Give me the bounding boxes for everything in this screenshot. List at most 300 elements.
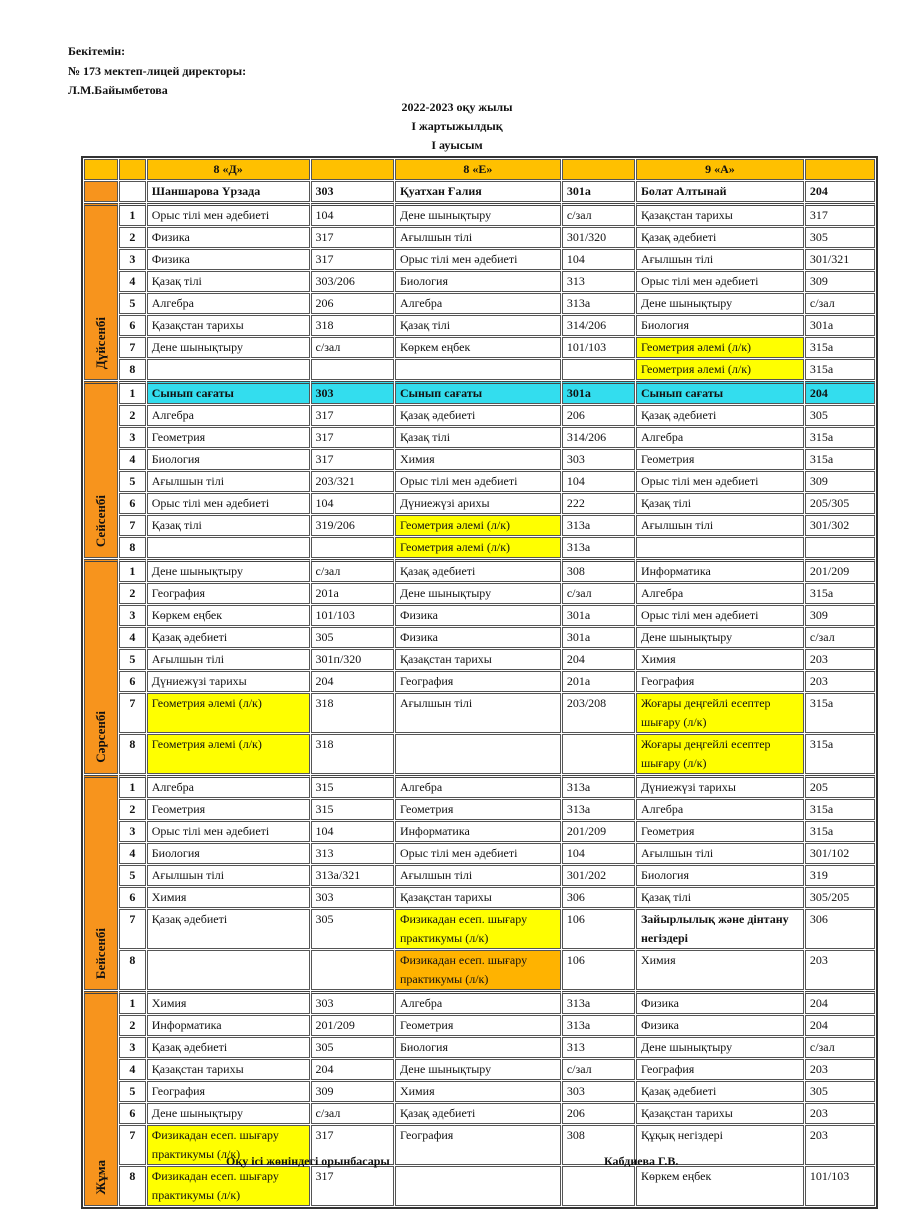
teacher-room: 301а: [562, 181, 635, 202]
subject-cell: Физика: [147, 249, 310, 270]
room-cell: 104: [311, 203, 394, 226]
lesson-row: [84, 671, 875, 692]
lesson-row: [84, 203, 875, 226]
lesson-number: 3: [119, 1037, 146, 1058]
subject-cell: [147, 950, 310, 990]
approval-line: № 173 мектеп-лицей директоры:: [68, 63, 247, 78]
room-cell: 203: [805, 1059, 875, 1080]
subject-cell: Геометрия әлемі (л/к): [147, 693, 310, 733]
subject-cell: География: [395, 671, 561, 692]
room-cell: 206: [562, 405, 635, 426]
day-cell: [84, 203, 118, 380]
lesson-number: 1: [119, 559, 146, 582]
teacher-row: [84, 181, 875, 202]
lesson-number: 2: [119, 1015, 146, 1036]
subject-cell: Орыс тілі мен әдебиеті: [636, 471, 804, 492]
subject-cell: Қазақстан тарихы: [147, 1059, 310, 1080]
subject-cell: Ағылшын тілі: [636, 249, 804, 270]
room-cell: 203: [805, 1103, 875, 1124]
subject-cell: Биология: [395, 271, 561, 292]
lesson-row: [84, 293, 875, 314]
room-cell: 303: [311, 887, 394, 908]
lesson-number: 2: [119, 405, 146, 426]
corner-cell: [119, 159, 146, 180]
lesson-row: [84, 359, 875, 380]
subject-cell: Дене шынықтыру: [636, 293, 804, 314]
corner-cell: [84, 181, 118, 202]
subject-cell: Химия: [395, 1081, 561, 1102]
lesson-number: 7: [119, 337, 146, 358]
subject-cell: География: [147, 1081, 310, 1102]
room-cell: 313а: [562, 799, 635, 820]
room-cell: 313а/321: [311, 865, 394, 886]
subject-cell: Қазақ тілі: [147, 515, 310, 536]
room-cell: 204: [311, 1059, 394, 1080]
room-cell: 314/206: [562, 427, 635, 448]
subject-cell: Физика: [147, 227, 310, 248]
subject-cell: Химия: [395, 449, 561, 470]
subject-cell: Биология: [636, 315, 804, 336]
deputy-name: Кабдиева Г.В.: [604, 1154, 679, 1168]
subject-cell: Биология: [395, 1037, 561, 1058]
approval-block: [68, 42, 246, 101]
lesson-number: 4: [119, 1059, 146, 1080]
lesson-number: 7: [119, 909, 146, 949]
room-cell: 313: [311, 843, 394, 864]
lesson-number: 4: [119, 271, 146, 292]
subject-cell: Геометрия әлемі (л/к): [395, 537, 561, 558]
room-cell: 104: [562, 843, 635, 864]
lesson-number: 5: [119, 293, 146, 314]
room-cell: 313а: [562, 537, 635, 558]
lesson-row: [84, 381, 875, 404]
room-cell: [311, 359, 394, 380]
room-cell: 315: [311, 799, 394, 820]
lesson-number: 6: [119, 315, 146, 336]
lesson-row: [84, 271, 875, 292]
lesson-row: [84, 583, 875, 604]
subject-cell: Физикадан есеп. шығару практикумы (л/к): [147, 1166, 310, 1206]
room-cell: 315а: [805, 583, 875, 604]
subject-cell: Қазақ әдебиеті: [395, 1103, 561, 1124]
room-cell: 313а: [562, 775, 635, 798]
lesson-number: 3: [119, 427, 146, 448]
lesson-number: 1: [119, 381, 146, 404]
lesson-number: 4: [119, 627, 146, 648]
lesson-number: 6: [119, 887, 146, 908]
subject-cell: Ағылшын тілі: [395, 693, 561, 733]
subject-cell: Геометрия: [147, 427, 310, 448]
room-cell: с/зал: [311, 1103, 394, 1124]
room-cell: 203: [805, 950, 875, 990]
subject-cell: [395, 1166, 561, 1206]
subject-cell: [147, 537, 310, 558]
teacher-name: Шаншарова Үрзада: [147, 181, 310, 202]
subject-cell: Дене шынықтыру: [147, 559, 310, 582]
room-cell: 309: [805, 271, 875, 292]
subject-cell: География: [636, 1059, 804, 1080]
subject-cell: Геометрия әлемі (л/к): [147, 734, 310, 774]
subject-cell: Дүниежүзі тарихы: [147, 671, 310, 692]
subject-cell: Ағылшын тілі: [636, 843, 804, 864]
subject-cell: Құқық негіздері: [636, 1125, 804, 1165]
subject-cell: Орыс тілі мен әдебиеті: [636, 605, 804, 626]
lesson-row: [84, 1059, 875, 1080]
subject-cell: Информатика: [147, 1015, 310, 1036]
room-cell: 305: [805, 227, 875, 248]
subject-cell: Қазақ әдебиеті: [636, 405, 804, 426]
subject-cell: Алгебра: [395, 991, 561, 1014]
class-name: 8 «Д»: [147, 159, 310, 180]
lesson-number: 4: [119, 449, 146, 470]
subject-cell: Алгебра: [147, 293, 310, 314]
day-cell: [84, 775, 118, 990]
subject-cell: Қазақстан тарихы: [147, 315, 310, 336]
corner-cell: [119, 181, 146, 202]
subject-cell: Қазақ әдебиеті: [147, 1037, 310, 1058]
subject-cell: Физикадан есеп. шығару практикумы (л/к): [147, 1125, 310, 1165]
room-cell: 313а: [562, 293, 635, 314]
day-cell: [84, 991, 118, 1206]
lesson-row: [84, 427, 875, 448]
subject-cell: [395, 359, 561, 380]
subject-cell: Биология: [636, 865, 804, 886]
subject-cell: Алгебра: [636, 799, 804, 820]
room-cell: 303: [311, 991, 394, 1014]
subject-cell: Физика: [636, 1015, 804, 1036]
room-cell: с/зал: [562, 1059, 635, 1080]
room-cell: 317: [311, 449, 394, 470]
room-cell: 301/102: [805, 843, 875, 864]
lesson-row: [84, 843, 875, 864]
room-cell: 308: [562, 1125, 635, 1165]
room-cell: 104: [311, 493, 394, 514]
room-cell: 317: [311, 227, 394, 248]
room-cell: с/зал: [311, 337, 394, 358]
subject-cell: Дене шынықтыру: [395, 1059, 561, 1080]
subject-cell: Химия: [636, 950, 804, 990]
room-cell: 319/206: [311, 515, 394, 536]
subject-cell: Қазақ әдебиеті: [395, 405, 561, 426]
room-cell: 205: [805, 775, 875, 798]
lesson-row: [84, 337, 875, 358]
subject-cell: Қазақстан тарихы: [395, 649, 561, 670]
subject-cell: Қазақ тілі: [395, 427, 561, 448]
room-cell: 313а: [562, 1015, 635, 1036]
subject-cell: Орыс тілі мен әдебиеті: [395, 843, 561, 864]
room-cell: 203/321: [311, 471, 394, 492]
subject-cell: [636, 537, 804, 558]
room-cell: 201/209: [805, 559, 875, 582]
subject-cell: Дене шынықтыру: [395, 203, 561, 226]
subject-cell: Геометрия: [636, 449, 804, 470]
room-cell: 301/302: [805, 515, 875, 536]
room-cell: 303: [562, 449, 635, 470]
lesson-number: 7: [119, 693, 146, 733]
subject-cell: [147, 359, 310, 380]
room-cell: 101/103: [805, 1166, 875, 1206]
room-cell: 305: [805, 405, 875, 426]
room-cell: 305: [311, 909, 394, 949]
shift: І ауысым: [431, 138, 483, 152]
subject-cell: Физика: [636, 991, 804, 1014]
room-cell: 318: [311, 315, 394, 336]
lesson-row: [84, 950, 875, 990]
teacher-name: Болат Алтынай: [636, 181, 804, 202]
subject-cell: Сынып сағаты: [395, 381, 561, 404]
lesson-number: 8: [119, 537, 146, 558]
room-cell: 301п/320: [311, 649, 394, 670]
subject-cell: Орыс тілі мен әдебиеті: [395, 249, 561, 270]
subject-cell: Геометрия: [395, 799, 561, 820]
class-room-blank: [562, 159, 635, 180]
subject-cell: Қазақстан тарихы: [636, 1103, 804, 1124]
subject-cell: Дене шынықтыру: [636, 627, 804, 648]
subject-cell: Геометрия әлемі (л/к): [636, 359, 804, 380]
subject-cell: Қазақстан тарихы: [395, 887, 561, 908]
lesson-row: [84, 249, 875, 270]
schedule-heading: [0, 98, 914, 155]
class-room-blank: [311, 159, 394, 180]
room-cell: 313: [562, 271, 635, 292]
subject-cell: Қазақ әдебиеті: [636, 1081, 804, 1102]
lesson-row: [84, 1166, 875, 1206]
subject-cell: Қазақ әдебиеті: [636, 227, 804, 248]
room-cell: с/зал: [805, 627, 875, 648]
lesson-number: 5: [119, 1081, 146, 1102]
day-name: Бейсенбі: [93, 927, 109, 979]
room-cell: [311, 950, 394, 990]
room-cell: 203/208: [562, 693, 635, 733]
subject-cell: География: [636, 671, 804, 692]
room-cell: 309: [805, 605, 875, 626]
teacher-name: Қуатхан Ғалия: [395, 181, 561, 202]
room-cell: с/зал: [562, 203, 635, 226]
lesson-number: 6: [119, 671, 146, 692]
room-cell: 305/205: [805, 887, 875, 908]
room-cell: 104: [311, 821, 394, 842]
class-header-row: [84, 159, 875, 180]
lesson-row: [84, 1037, 875, 1058]
lesson-row: [84, 991, 875, 1014]
schedule-table: [81, 156, 878, 1209]
subject-cell: Орыс тілі мен әдебиеті: [636, 271, 804, 292]
subject-cell: Қазақ әдебиеті: [147, 909, 310, 949]
subject-cell: Дене шынықтыру: [395, 583, 561, 604]
room-cell: 317: [311, 1125, 394, 1165]
subject-cell: Геометрия әлемі (л/к): [636, 337, 804, 358]
room-cell: 315а: [805, 427, 875, 448]
subject-cell: География: [147, 583, 310, 604]
lesson-row: [84, 449, 875, 470]
subject-cell: Қазақ әдебиеті: [395, 559, 561, 582]
room-cell: 313а: [562, 991, 635, 1014]
lesson-row: [84, 887, 875, 908]
subject-cell: Қазақ тілі: [636, 493, 804, 514]
corner-cell: [84, 159, 118, 180]
lesson-row: [84, 799, 875, 820]
academic-year: 2022-2023 оқу жылы: [401, 100, 513, 114]
lesson-number: 2: [119, 583, 146, 604]
lesson-number: 2: [119, 227, 146, 248]
room-cell: 303: [562, 1081, 635, 1102]
room-cell: 104: [562, 249, 635, 270]
day-name: Жұма: [93, 1160, 109, 1195]
room-cell: 203: [805, 1125, 875, 1165]
day-name: Дүйсенбі: [93, 316, 109, 369]
room-cell: с/зал: [805, 293, 875, 314]
subject-cell: Жоғары деңгейлі есептер шығару (л/к): [636, 734, 804, 774]
room-cell: 206: [311, 293, 394, 314]
room-cell: 309: [805, 471, 875, 492]
subject-cell: Дене шынықтыру: [147, 337, 310, 358]
room-cell: 317: [805, 203, 875, 226]
room-cell: с/зал: [562, 583, 635, 604]
lesson-row: [84, 315, 875, 336]
subject-cell: Дене шынықтыру: [147, 1103, 310, 1124]
room-cell: 204: [805, 381, 875, 404]
lesson-row: [84, 775, 875, 798]
room-cell: 319: [805, 865, 875, 886]
subject-cell: Қазақ тілі: [395, 315, 561, 336]
subject-cell: Информатика: [395, 821, 561, 842]
lesson-number: 8: [119, 359, 146, 380]
subject-cell: Қазақ әдебиеті: [147, 627, 310, 648]
subject-cell: Қазақстан тарихы: [636, 203, 804, 226]
room-cell: с/зал: [311, 559, 394, 582]
room-cell: 206: [562, 1103, 635, 1124]
lesson-number: 6: [119, 493, 146, 514]
room-cell: 301а: [562, 627, 635, 648]
subject-cell: Ағылшын тілі: [395, 865, 561, 886]
lesson-number: 4: [119, 843, 146, 864]
room-cell: 201а: [311, 583, 394, 604]
lesson-row: [84, 734, 875, 774]
room-cell: 222: [562, 493, 635, 514]
day-name: Сәрсенбі: [93, 711, 109, 763]
subject-cell: Көркем еңбек: [636, 1166, 804, 1206]
subject-cell: Орыс тілі мен әдебиеті: [147, 821, 310, 842]
subject-cell: Биология: [147, 843, 310, 864]
room-cell: 305: [311, 627, 394, 648]
lesson-number: 5: [119, 471, 146, 492]
deputy-title: Оқу ісі жөніндегі орынбасары: [226, 1154, 390, 1168]
lesson-number: 7: [119, 1125, 146, 1165]
subject-cell: Информатика: [636, 559, 804, 582]
teacher-room: 204: [805, 181, 875, 202]
subject-cell: Зайырлылық және дінтану негіздері: [636, 909, 804, 949]
room-cell: 315а: [805, 799, 875, 820]
lesson-row: [84, 1125, 875, 1165]
subject-cell: Химия: [147, 887, 310, 908]
room-cell: 308: [562, 559, 635, 582]
lesson-number: 1: [119, 991, 146, 1014]
room-cell: 315а: [805, 734, 875, 774]
room-cell: [562, 359, 635, 380]
lesson-number: 2: [119, 799, 146, 820]
subject-cell: Ағылшын тілі: [147, 649, 310, 670]
lesson-row: [84, 605, 875, 626]
subject-cell: Орыс тілі мен әдебиеті: [395, 471, 561, 492]
room-cell: 301а: [805, 315, 875, 336]
approval-line: Л.М.Байымбетова: [68, 83, 168, 97]
day-cell: [84, 559, 118, 774]
subject-cell: Ағылшын тілі: [147, 471, 310, 492]
room-cell: [805, 537, 875, 558]
room-cell: 305: [311, 1037, 394, 1058]
subject-cell: Дүниежүзі арихы: [395, 493, 561, 514]
room-cell: 317: [311, 1166, 394, 1206]
lesson-row: [84, 1103, 875, 1124]
subject-cell: Физикадан есеп. шығару практикумы (л/к): [395, 950, 561, 990]
lesson-row: [84, 227, 875, 248]
lesson-row: [84, 493, 875, 514]
room-cell: 301а: [562, 381, 635, 404]
room-cell: 101/103: [562, 337, 635, 358]
lesson-row: [84, 627, 875, 648]
room-cell: 106: [562, 909, 635, 949]
room-cell: 104: [562, 471, 635, 492]
semester: І жартыжылдық: [411, 119, 503, 133]
subject-cell: Қазақ тілі: [147, 271, 310, 292]
lesson-row: [84, 909, 875, 949]
room-cell: 106: [562, 950, 635, 990]
day-name: Сейсенбі: [93, 494, 109, 547]
room-cell: 306: [805, 909, 875, 949]
subject-cell: Орыс тілі мен әдебиеті: [147, 203, 310, 226]
lesson-row: [84, 1015, 875, 1036]
room-cell: 318: [311, 734, 394, 774]
subject-cell: Алгебра: [636, 583, 804, 604]
lesson-row: [84, 693, 875, 733]
lesson-row: [84, 471, 875, 492]
room-cell: 313а: [562, 515, 635, 536]
room-cell: 317: [311, 249, 394, 270]
subject-cell: Физика: [395, 627, 561, 648]
subject-cell: Химия: [636, 649, 804, 670]
room-cell: 204: [562, 649, 635, 670]
room-cell: 101/103: [311, 605, 394, 626]
room-cell: 315а: [805, 693, 875, 733]
room-cell: 309: [311, 1081, 394, 1102]
lesson-number: 8: [119, 1166, 146, 1206]
subject-cell: Геометрия әлемі (л/к): [395, 515, 561, 536]
subject-cell: Алгебра: [147, 775, 310, 798]
room-cell: 315а: [805, 449, 875, 470]
subject-cell: Көркем еңбек: [147, 605, 310, 626]
subject-cell: Химия: [147, 991, 310, 1014]
subject-cell: Жоғары деңгейлі есептер шығару (л/к): [636, 693, 804, 733]
subject-cell: Ағылшын тілі: [636, 515, 804, 536]
class-room-blank: [805, 159, 875, 180]
room-cell: 306: [562, 887, 635, 908]
subject-cell: Дүниежүзі тарихы: [636, 775, 804, 798]
day-cell: [84, 381, 118, 558]
room-cell: 203: [805, 671, 875, 692]
room-cell: 318: [311, 693, 394, 733]
room-cell: 314/206: [562, 315, 635, 336]
class-name: 9 «А»: [636, 159, 804, 180]
room-cell: 204: [805, 991, 875, 1014]
lesson-number: 8: [119, 950, 146, 990]
room-cell: [562, 1166, 635, 1206]
subject-cell: Алгебра: [395, 775, 561, 798]
lesson-row: [84, 649, 875, 670]
subject-cell: Геометрия: [636, 821, 804, 842]
room-cell: 315а: [805, 337, 875, 358]
lesson-number: 3: [119, 249, 146, 270]
subject-cell: Алгебра: [636, 427, 804, 448]
